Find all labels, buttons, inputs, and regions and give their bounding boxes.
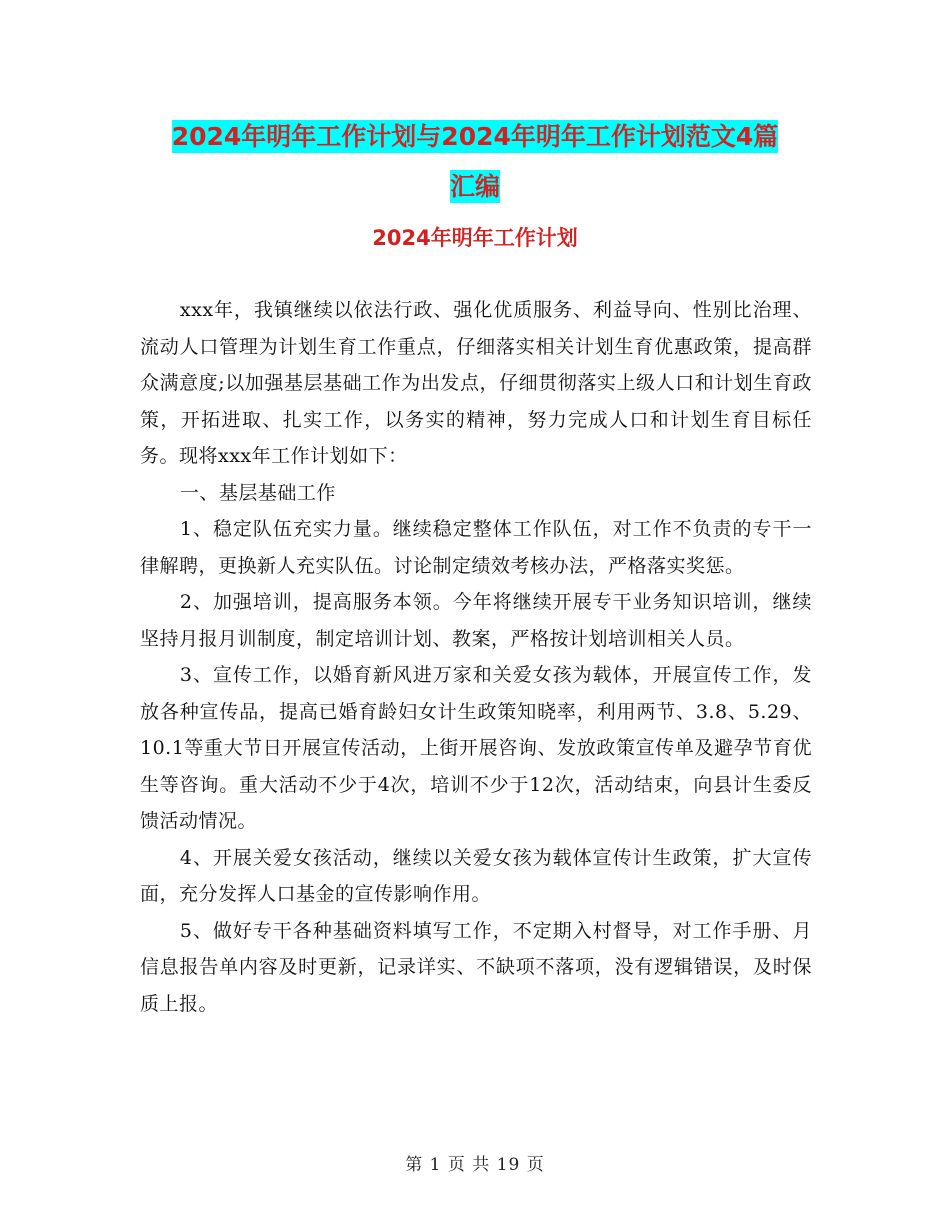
paragraph-item-2: 2、加强培训，提高服务本领。今年将继续开展专干业务知识培训，继续坚持月报月训制度，制定培训计划、教案，严格按计划培训相关人员。 bbox=[140, 591, 812, 650]
section-title: 2024年明年工作计划 bbox=[372, 226, 578, 250]
paragraph-heading-1: 一、基层基础工作 bbox=[179, 481, 336, 504]
paragraph-item-3: 3、宣传工作，以婚育新风进万家和关爱女孩为载体，开展宣传工作，发放各种宣传品，提高已婚育龄妇女计生政策知晓率，利用两节、3.8、5.29、10.1等重大节日开展宣传活动，上街开展咨询、发放政策宣传单及避孕节育优生等咨询。重大活动不少于4次，培训不少于12次，活动结束，向县计生委反馈活动情况。 bbox=[140, 664, 812, 832]
paragraph-item-5: 5、做好专干各种基础资料填写工作，不定期入村督导，对工作手册、月信息报告单内容及时更新，记录详实、不缺项不落项，没有逻辑错误，及时保质上报。 bbox=[140, 919, 812, 1015]
page-footer: 第 1 页 共 19 页 bbox=[405, 1155, 545, 1175]
paragraph-item-1: 1、稳定队伍充实力量。继续稳定整体工作队伍，对工作不负责的专干一律解聘，更换新人充实队伍。讨论制定绩效考核办法，严格落实奖惩。 bbox=[140, 518, 812, 577]
document-body bbox=[140, 292, 812, 1022]
paragraph-intro: xxx年，我镇继续以依法行政、强化优质服务、利益导向、性别比治理、流动人口管理为计划生育工作重点，仔细落实相关计划生育优惠政策，提高群众满意度;以加强基层基础工作为出发点，仔细贯彻落实上级人口和计划生育政策，开拓进取、扎实工作，以务实的精神，努力完成人口和计划生育目标任务。现将xxx年工作计划如下： bbox=[140, 299, 812, 467]
document-title-line-2: 汇编 bbox=[449, 172, 500, 201]
paragraph-item-4: 4、开展关爱女孩活动，继续以关爱女孩为载体宣传计生政策，扩大宣传面，充分发挥人口基金的宣传影响作用。 bbox=[140, 846, 812, 905]
document-title-line-1: 2024年明年工作计划与2024年明年工作计划范文4篇 bbox=[171, 122, 779, 151]
document-title bbox=[140, 112, 810, 212]
